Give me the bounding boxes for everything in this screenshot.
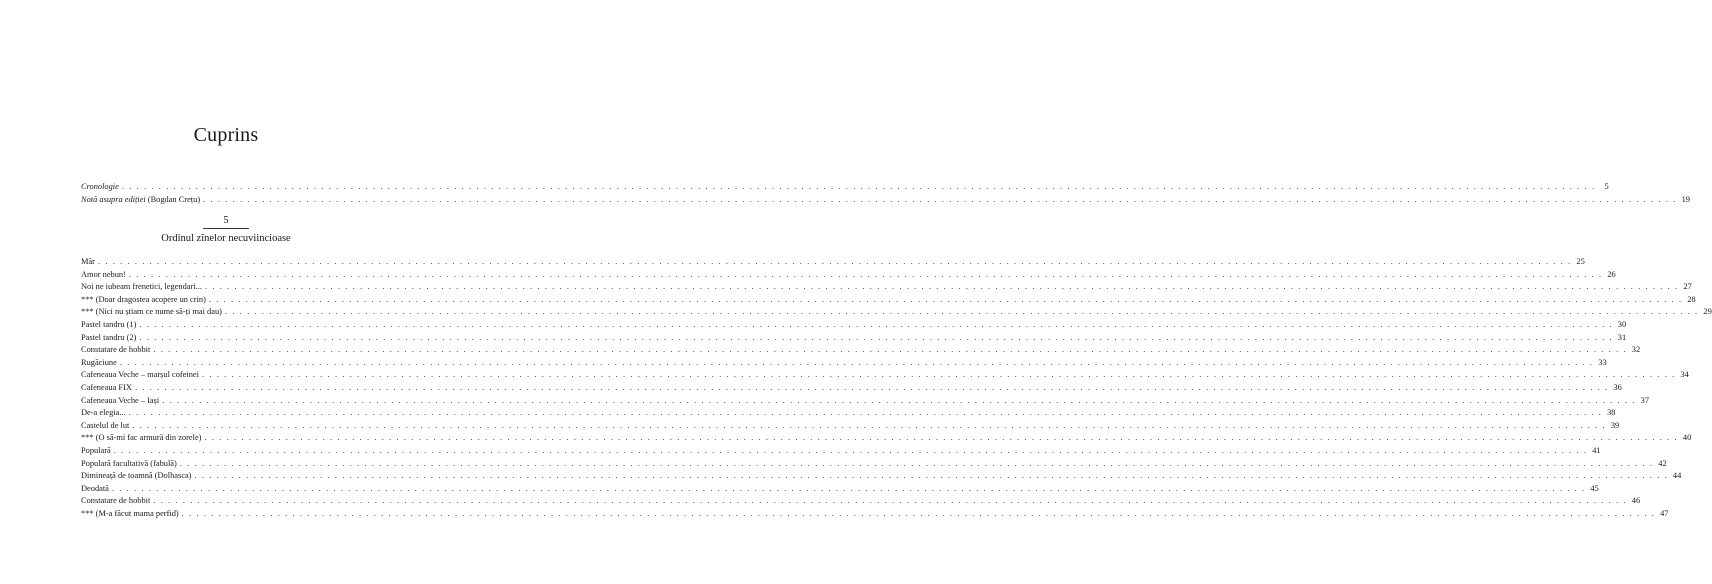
- toc-entry: [81, 332, 1627, 345]
- toc-page-number: 39: [1610, 420, 1620, 430]
- toc-entry: [81, 281, 1692, 294]
- toc-page-number: 26: [1607, 269, 1616, 279]
- dot-leader: . . . . . . . . . . . . . . . . . . . . . . . . . . . . . . . . . . . . . . . . . . . . . . . . . . . . . . . . . . . . . . . . . . . . . . . . . . . . . . . . . . . . . . . . . . . . . . . . . . . . . . . . . . . . . . . . . . . . . . . . . . . . . . . . . . . . . . . . . . . . . . . . . . . . . . . . . . . . . . . . . . . . . . . . . . . . . . . . . . . . . . . . . . . . . . . . . . . . . . . .: [208, 294, 1683, 304]
- dot-leader: . . . . . . . . . . . . . . . . . . . . . . . . . . . . . . . . . . . . . . . . . . . . . . . . . . . . . . . . . . . . . . . . . . . . . . . . . . . . . . . . . . . . . . . . . . . . . . . . . . . . . . . . . . . . . . . . . . . . . . . . . . . . . . . . . . . . . . . . . . . . . . . . . . . . . . . . . . . . . . . . . . . . . . . . . . . . . . . . . . . . . . . . . . . . . . . . . . . . . . . .: [204, 282, 1679, 292]
- dot-leader: . . . . . . . . . . . . . . . . . . . . . . . . . . . . . . . . . . . . . . . . . . . . . . . . . . . . . . . . . . . . . . . . . . . . . . . . . . . . . . . . . . . . . . . . . . . . . . . . . . . . . . . . . . . . . . . . . . . . . . . . . . . . . . . . . . . . . . . . . . . . . . . . . . . . . . . . . . . . . . . . . . . . . . . . . . . . . . . . . . . . . . . . . . . . . . . . . . . . . . . .: [181, 508, 1656, 518]
- toc-entry: [81, 306, 1712, 319]
- toc-entry: [81, 194, 1690, 207]
- dot-leader: . . . . . . . . . . . . . . . . . . . . . . . . . . . . . . . . . . . . . . . . . . . . . . . . . . . . . . . . . . . . . . . . . . . . . . . . . . . . . . . . . . . . . . . . . . . . . . . . . . . . . . . . . . . . . . . . . . . . . . . . . . . . . . . . . . . . . . . . . . . . . . . . . . . . . . . . . . . . . . . . . . . . . . . . . . . . . . . . . . . . . . . . . . . . . . . . . . . . . . . .: [121, 182, 1596, 191]
- dot-leader: . . . . . . . . . . . . . . . . . . . . . . . . . . . . . . . . . . . . . . . . . . . . . . . . . . . . . . . . . . . . . . . . . . . . . . . . . . . . . . . . . . . . . . . . . . . . . . . . . . . . . . . . . . . . . . . . . . . . . . . . . . . . . . . . . . . . . . . . . . . . . . . . . . . . . . . . . . . . . . . . . . . . . . . . . . . . . . . . . . . . . . . . . . . . . . . . . . . . . . . .: [153, 345, 1628, 355]
- toc-entry-label: Populară: [81, 445, 111, 455]
- toc-page-number: 29: [1703, 307, 1712, 317]
- toc-entry-label: Deodată: [81, 483, 109, 493]
- toc-entry: [81, 432, 1692, 445]
- toc-page-number: 25: [1576, 257, 1585, 266]
- toc-entry: [81, 382, 1622, 395]
- dot-leader: . . . . . . . . . . . . . . . . . . . . . . . . . . . . . . . . . . . . . . . . . . . . . . . . . . . . . . . . . . . . . . . . . . . . . . . . . . . . . . . . . . . . . . . . . . . . . . . . . . . . . . . . . . . . . . . . . . . . . . . . . . . . . . . . . . . . . . . . . . . . . . . . . . . . . . . . . . . . . . . . . . . . . . . . . . . . . . . . . . . . . . . . . . . . . . . . . . . . . . . .: [201, 370, 1676, 380]
- dot-leader: . . . . . . . . . . . . . . . . . . . . . . . . . . . . . . . . . . . . . . . . . . . . . . . . . . . . . . . . . . . . . . . . . . . . . . . . . . . . . . . . . . . . . . . . . . . . . . . . . . . . . . . . . . . . . . . . . . . . . . . . . . . . . . . . . . . . . . . . . . . . . . . . . . . . . . . . . . . . . . . . . . . . . . . . . . . . . . . . . . . . . . . . . . . . . . . . . . . . . . . .: [224, 307, 1699, 317]
- toc-entry: [81, 294, 1696, 307]
- toc-entry: [81, 470, 1682, 483]
- dot-leader: . . . . . . . . . . . . . . . . . . . . . . . . . . . . . . . . . . . . . . . . . . . . . . . . . . . . . . . . . . . . . . . . . . . . . . . . . . . . . . . . . . . . . . . . . . . . . . . . . . . . . . . . . . . . . . . . . . . . . . . . . . . . . . . . . . . . . . . . . . . . . . . . . . . . . . . . . . . . . . . . . . . . . . . . . . . . . . . . . . . . . . . . . . . . . . . . . . . . . . . .: [97, 257, 1572, 266]
- toc-entry: [81, 344, 1641, 357]
- dot-leader: . . . . . . . . . . . . . . . . . . . . . . . . . . . . . . . . . . . . . . . . . . . . . . . . . . . . . . . . . . . . . . . . . . . . . . . . . . . . . . . . . . . . . . . . . . . . . . . . . . . . . . . . . . . . . . . . . . . . . . . . . . . . . . . . . . . . . . . . . . . . . . . . . . . . . . . . . . . . . . . . . . . . . . . . . . . . . . . . . . . . . . . . . . . . . . . . . . . . . . . .: [132, 420, 1607, 430]
- toc-entry-label: Rugăciune: [81, 357, 117, 367]
- dot-leader: . . . . . . . . . . . . . . . . . . . . . . . . . . . . . . . . . . . . . . . . . . . . . . . . . . . . . . . . . . . . . . . . . . . . . . . . . . . . . . . . . . . . . . . . . . . . . . . . . . . . . . . . . . . . . . . . . . . . . . . . . . . . . . . . . . . . . . . . . . . . . . . . . . . . . . . . . . . . . . . . . . . . . . . . . . . . . . . . . . . . . . . . . . . . . . . . . . . . . . . .: [139, 332, 1614, 342]
- toc-entry: [81, 483, 1599, 496]
- toc-entry-label: *** (Doar dragostea acopere un crin): [81, 294, 206, 304]
- section-number: 5: [223, 215, 229, 226]
- dot-leader: . . . . . . . . . . . . . . . . . . . . . . . . . . . . . . . . . . . . . . . . . . . . . . . . . . . . . . . . . . . . . . . . . . . . . . . . . . . . . . . . . . . . . . . . . . . . . . . . . . . . . . . . . . . . . . . . . . . . . . . . . . . . . . . . . . . . . . . . . . . . . . . . . . . . . . . . . . . . . . . . . . . . . . . . . . . . . . . . . . . . . . . . . . . . . . . . . . . . . . . .: [113, 445, 1588, 455]
- toc-entry: [81, 395, 1650, 408]
- toc-entry-label: De-a elegia...: [81, 408, 126, 418]
- toc-entry: [81, 357, 1607, 370]
- dot-leader: . . . . . . . . . . . . . . . . . . . . . . . . . . . . . . . . . . . . . . . . . . . . . . . . . . . . . . . . . . . . . . . . . . . . . . . . . . . . . . . . . . . . . . . . . . . . . . . . . . . . . . . . . . . . . . . . . . . . . . . . . . . . . . . . . . . . . . . . . . . . . . . . . . . . . . . . . . . . . . . . . . . . . . . . . . . . . . . . . . . . . . . . . . . . . . . . . . . . . . . .: [203, 194, 1677, 204]
- toc-entry-label: *** (Nici nu știam ce nume să-ți mai dau): [81, 307, 222, 317]
- toc-entry-label: Constatare de hobbit: [81, 345, 151, 355]
- dot-leader: . . . . . . . . . . . . . . . . . . . . . . . . . . . . . . . . . . . . . . . . . . . . . . . . . . . . . . . . . . . . . . . . . . . . . . . . . . . . . . . . . . . . . . . . . . . . . . . . . . . . . . . . . . . . . . . . . . . . . . . . . . . . . . . . . . . . . . . . . . . . . . . . . . . . . . . . . . . . . . . . . . . . . . . . . . . . . . . . . . . . . . . . . . . . . . . . . . . . . . . .: [128, 408, 1603, 418]
- toc-entry: [81, 407, 1616, 420]
- toc-page-number: 36: [1613, 382, 1622, 392]
- toc-entry-label: Dimineață de toamnă (Dolhasca): [81, 471, 192, 481]
- toc-entry: [81, 269, 1616, 282]
- dot-leader: . . . . . . . . . . . . . . . . . . . . . . . . . . . . . . . . . . . . . . . . . . . . . . . . . . . . . . . . . . . . . . . . . . . . . . . . . . . . . . . . . . . . . . . . . . . . . . . . . . . . . . . . . . . . . . . . . . . . . . . . . . . . . . . . . . . . . . . . . . . . . . . . . . . . . . . . . . . . . . . . . . . . . . . . . . . . . . . . . . . . . . . . . . . . . . . . . . . . . . . .: [179, 458, 1654, 468]
- toc-entry-label: Noi ne iubeam frenetici, legendari...: [81, 282, 202, 292]
- section-title: Ordinul zînelor necuviincioase: [161, 233, 291, 244]
- toc-page-number: 44: [1672, 471, 1682, 481]
- toc-entry-label: Măr: [81, 257, 95, 266]
- toc-entry: [81, 181, 1609, 194]
- toc-entry: [81, 369, 1689, 382]
- toc-entry-label: Pastel tandru (2): [81, 332, 137, 342]
- toc-entry: [81, 445, 1601, 458]
- toc-page-number: 30: [1617, 319, 1627, 329]
- toc-page-number: 34: [1680, 370, 1689, 380]
- toc-page-number: 5: [1604, 182, 1609, 191]
- toc-entry-label: Cafeneaua FIX: [81, 382, 132, 392]
- toc-entry: [81, 420, 1620, 433]
- section-divider: [203, 228, 249, 229]
- toc-page-number: 46: [1631, 496, 1641, 506]
- dot-leader: . . . . . . . . . . . . . . . . . . . . . . . . . . . . . . . . . . . . . . . . . . . . . . . . . . . . . . . . . . . . . . . . . . . . . . . . . . . . . . . . . . . . . . . . . . . . . . . . . . . . . . . . . . . . . . . . . . . . . . . . . . . . . . . . . . . . . . . . . . . . . . . . . . . . . . . . . . . . . . . . . . . . . . . . . . . . . . . . . . . . . . . . . . . . . . . . . . . . . . . .: [162, 395, 1637, 405]
- toc-page-number: 33: [1598, 357, 1607, 367]
- toc-page-number: 38: [1607, 408, 1616, 418]
- toc-page-number: 42: [1658, 458, 1667, 468]
- toc-entry: [81, 495, 1641, 508]
- toc-page-number: 40: [1682, 433, 1692, 443]
- toc-entry-label: Cronologie: [81, 182, 119, 191]
- toc-entry: [81, 458, 1667, 471]
- toc-entry-label: Constatare de hobbit: [81, 496, 151, 506]
- toc-page-number: 47: [1660, 508, 1669, 518]
- toc-page-number: 27: [1683, 282, 1692, 292]
- dot-leader: . . . . . . . . . . . . . . . . . . . . . . . . . . . . . . . . . . . . . . . . . . . . . . . . . . . . . . . . . . . . . . . . . . . . . . . . . . . . . . . . . . . . . . . . . . . . . . . . . . . . . . . . . . . . . . . . . . . . . . . . . . . . . . . . . . . . . . . . . . . . . . . . . . . . . . . . . . . . . . . . . . . . . . . . . . . . . . . . . . . . . . . . . . . . . . . . . . . . . . . .: [134, 382, 1609, 392]
- front-matter-list: [81, 181, 1690, 206]
- toc-entry-label: Castelul de lut: [81, 420, 130, 430]
- toc-entry-label: Amor nebun!: [81, 269, 126, 279]
- toc-entry-label: Cafeneaua Veche – marșul cofeinei: [81, 370, 199, 380]
- toc-page-number: 41: [1592, 445, 1601, 455]
- toc-entry-label: Pastel tandru (1): [81, 319, 137, 329]
- poem-list: [81, 256, 1712, 520]
- toc-page-number: 19: [1681, 194, 1690, 204]
- toc-page-number: 31: [1617, 332, 1627, 342]
- toc-page-number: 32: [1631, 345, 1641, 355]
- toc-entry: [81, 508, 1669, 521]
- toc-entry-label: *** (M-a făcut mama perfid): [81, 508, 179, 518]
- page-title: Cuprins: [193, 124, 259, 146]
- toc-entry-label: Populară facultativă (fabulă): [81, 458, 177, 468]
- toc-page-number: 37: [1640, 395, 1650, 405]
- dot-leader: . . . . . . . . . . . . . . . . . . . . . . . . . . . . . . . . . . . . . . . . . . . . . . . . . . . . . . . . . . . . . . . . . . . . . . . . . . . . . . . . . . . . . . . . . . . . . . . . . . . . . . . . . . . . . . . . . . . . . . . . . . . . . . . . . . . . . . . . . . . . . . . . . . . . . . . . . . . . . . . . . . . . . . . . . . . . . . . . . . . . . . . . . . . . . . . . . . . . . . . .: [153, 496, 1628, 506]
- toc-entry: [81, 319, 1627, 332]
- dot-leader: . . . . . . . . . . . . . . . . . . . . . . . . . . . . . . . . . . . . . . . . . . . . . . . . . . . . . . . . . . . . . . . . . . . . . . . . . . . . . . . . . . . . . . . . . . . . . . . . . . . . . . . . . . . . . . . . . . . . . . . . . . . . . . . . . . . . . . . . . . . . . . . . . . . . . . . . . . . . . . . . . . . . . . . . . . . . . . . . . . . . . . . . . . . . . . . . . . . . . . . .: [111, 483, 1586, 493]
- dot-leader: . . . . . . . . . . . . . . . . . . . . . . . . . . . . . . . . . . . . . . . . . . . . . . . . . . . . . . . . . . . . . . . . . . . . . . . . . . . . . . . . . . . . . . . . . . . . . . . . . . . . . . . . . . . . . . . . . . . . . . . . . . . . . . . . . . . . . . . . . . . . . . . . . . . . . . . . . . . . . . . . . . . . . . . . . . . . . . . . . . . . . . . . . . . . . . . . . . . . . . . .: [139, 319, 1614, 329]
- toc-page-number: 28: [1687, 294, 1696, 304]
- dot-leader: . . . . . . . . . . . . . . . . . . . . . . . . . . . . . . . . . . . . . . . . . . . . . . . . . . . . . . . . . . . . . . . . . . . . . . . . . . . . . . . . . . . . . . . . . . . . . . . . . . . . . . . . . . . . . . . . . . . . . . . . . . . . . . . . . . . . . . . . . . . . . . . . . . . . . . . . . . . . . . . . . . . . . . . . . . . . . . . . . . . . . . . . . . . . . . . . . . . . . . . .: [204, 433, 1679, 443]
- dot-leader: . . . . . . . . . . . . . . . . . . . . . . . . . . . . . . . . . . . . . . . . . . . . . . . . . . . . . . . . . . . . . . . . . . . . . . . . . . . . . . . . . . . . . . . . . . . . . . . . . . . . . . . . . . . . . . . . . . . . . . . . . . . . . . . . . . . . . . . . . . . . . . . . . . . . . . . . . . . . . . . . . . . . . . . . . . . . . . . . . . . . . . . . . . . . . . . . . . . . . . . .: [194, 471, 1669, 481]
- dot-leader: . . . . . . . . . . . . . . . . . . . . . . . . . . . . . . . . . . . . . . . . . . . . . . . . . . . . . . . . . . . . . . . . . . . . . . . . . . . . . . . . . . . . . . . . . . . . . . . . . . . . . . . . . . . . . . . . . . . . . . . . . . . . . . . . . . . . . . . . . . . . . . . . . . . . . . . . . . . . . . . . . . . . . . . . . . . . . . . . . . . . . . . . . . . . . . . . . . . . . . . .: [119, 357, 1594, 367]
- toc-entry-label: Notă asupra ediției (Bogdan Crețu): [81, 194, 201, 204]
- toc-entry: [81, 256, 1585, 269]
- toc-entry-label: Cafeneaua Veche – Iași: [81, 395, 160, 405]
- toc-entry-label: *** (O să-mi fac armură din zorele): [81, 433, 202, 443]
- dot-leader: . . . . . . . . . . . . . . . . . . . . . . . . . . . . . . . . . . . . . . . . . . . . . . . . . . . . . . . . . . . . . . . . . . . . . . . . . . . . . . . . . . . . . . . . . . . . . . . . . . . . . . . . . . . . . . . . . . . . . . . . . . . . . . . . . . . . . . . . . . . . . . . . . . . . . . . . . . . . . . . . . . . . . . . . . . . . . . . . . . . . . . . . . . . . . . . . . . . . . . . .: [128, 269, 1603, 279]
- toc-page-number: 45: [1590, 483, 1599, 493]
